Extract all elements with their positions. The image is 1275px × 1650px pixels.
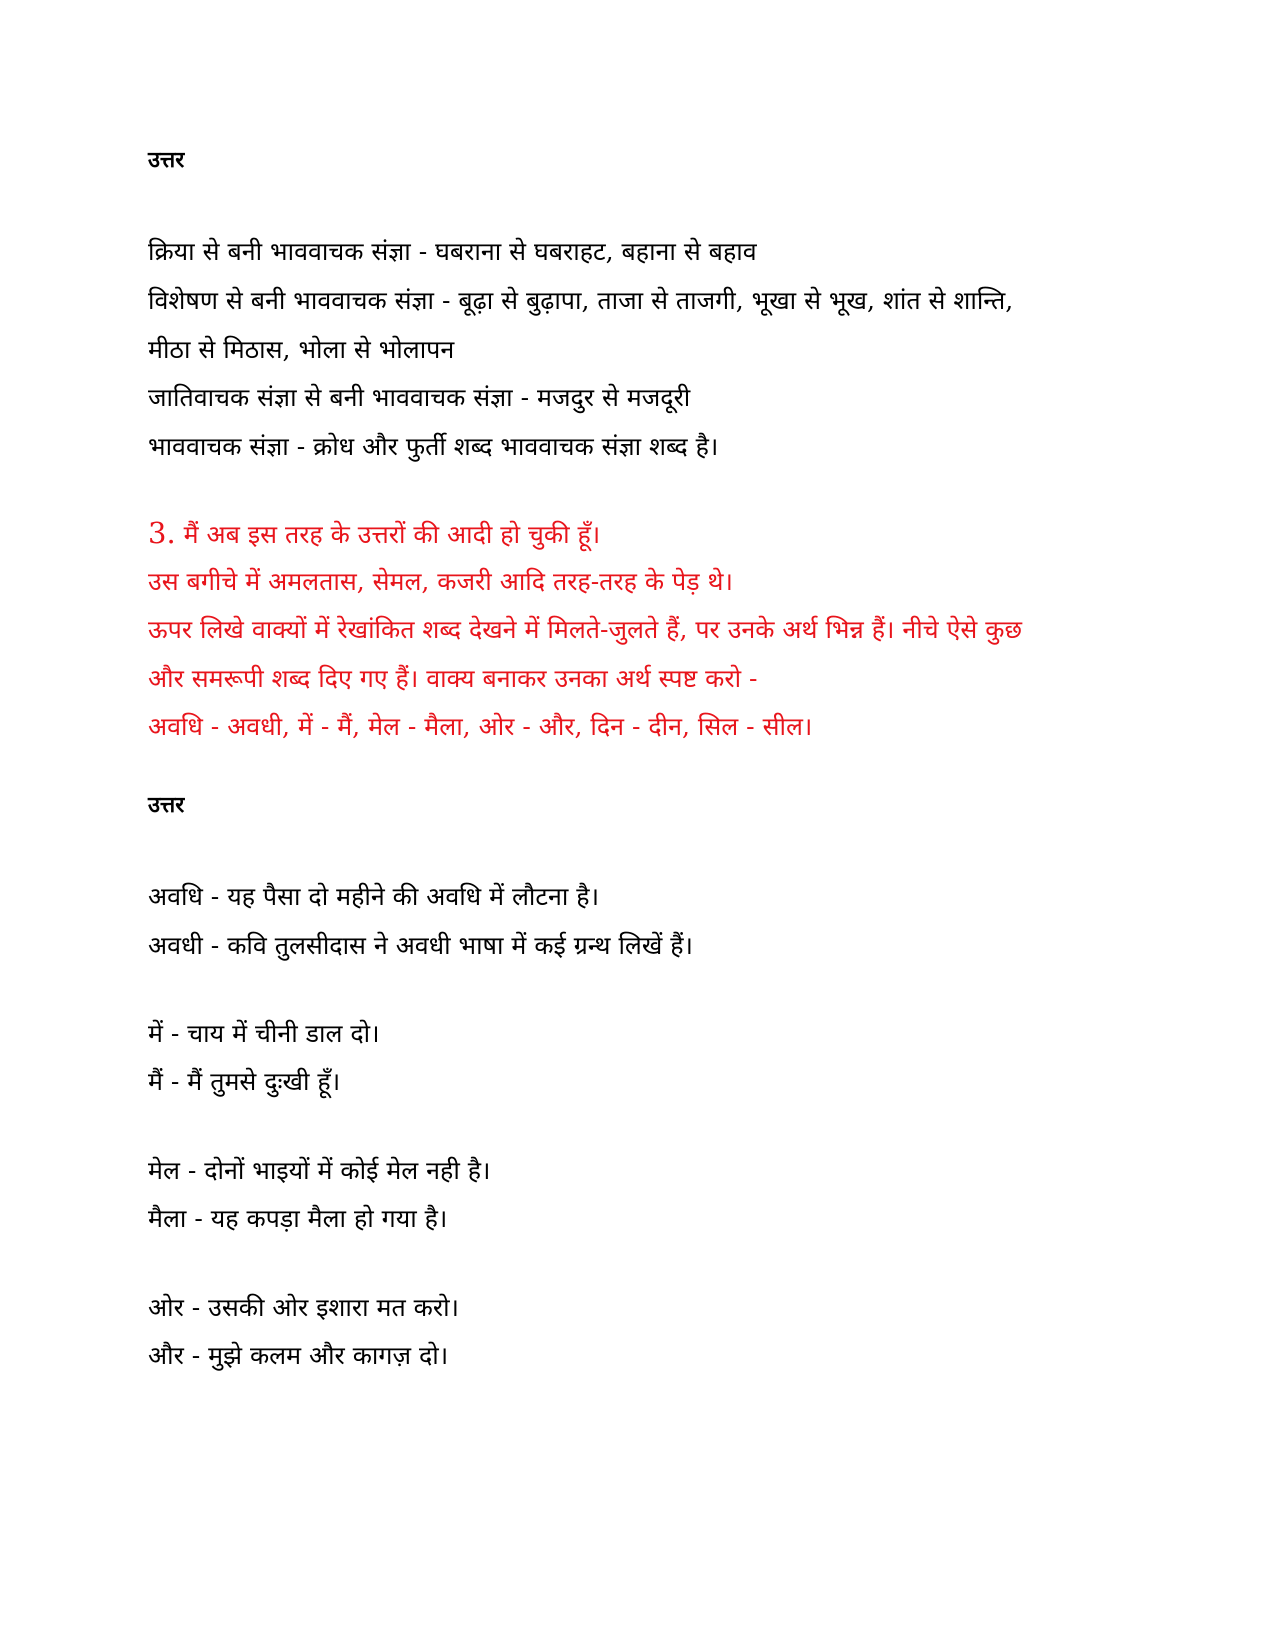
answer-line: जातिवाचक संज्ञा से बनी भाववाचक संज्ञा - मजदुर से मजदूरी [148,383,691,412]
question-line: ऊपर लिखे वाक्यों में रेखांकित शब्द देखने में मिलते-जुलते हैं, पर उनके अर्थ भिन्न हैं। नीचे ऐसे कुछ [148,615,1022,644]
question-line: और समरूपी शब्द दिए गए हैं। वाक्य बनाकर उनका अर्थ स्पष्ट करो - [148,664,758,693]
answer-line: क्रिया से बनी भाववाचक संज्ञा - घबराना से घबराहट, बहाना से बहाव [148,237,757,266]
question-line: उस बगीचे में अमलतास, सेमल, कजरी आदि तरह-तरह के पेड़ थे। [148,567,733,596]
answer-line: भाववाचक संज्ञा - क्रोध और फुर्ती शब्द भाववाचक संज्ञा शब्द है। [148,432,719,461]
answer-line: अवधी - कवि तुलसीदास ने अवधी भाषा में कई ग्रन्थ लिखें हैं। [148,931,694,960]
answer-line: मैला - यह कपड़ा मैला हो गया है। [148,1204,448,1233]
answer-heading: उत्तर [148,792,185,818]
answer-line: ओर - उसकी ओर इशारा मत करो। [148,1293,460,1322]
answer-line: में - चाय में चीनी डाल दो। [148,1019,380,1048]
answer-line: और - मुझे कलम और कागज़ दो। [148,1341,449,1370]
answer-line: विशेषण से बनी भाववाचक संज्ञा - बूढ़ा से बुढ़ापा, ताजा से ताजगी, भूखा से भूख, शांत से शान्ति, [148,286,1014,315]
question-title-text: मैं अब इस तरह के उत्तरों की आदी हो चुकी हूँ। [175,520,601,549]
answer-heading: उत्तर [148,147,185,173]
answer-line: मीठा से मिठास, भोला से भोलापन [148,335,455,364]
question-line: अवधि - अवधी, में - मैं, मेल - मैला, ओर - और, दिन - दीन, सिल - सील। [148,712,813,741]
answer-line: मेल - दोनों भाइयों में कोई मेल नही है। [148,1156,491,1185]
answer-line: अवधि - यह पैसा दो महीने की अवधि में लौटना है। [148,882,600,911]
answer-line: मैं - मैं तुमसे दुःखी हूँ। [148,1067,341,1096]
question-title [148,516,600,552]
question-number: 3. [148,516,176,550]
